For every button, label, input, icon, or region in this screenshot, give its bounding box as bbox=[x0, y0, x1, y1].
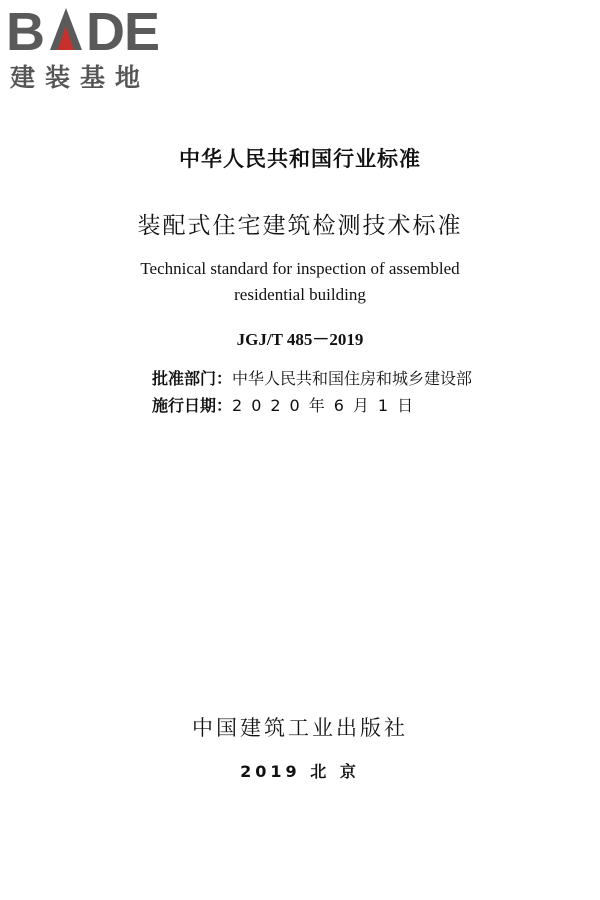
publication-year-city: 2019 北 京 bbox=[240, 762, 360, 781]
svg-text:B: B bbox=[6, 4, 44, 56]
effective-date-label: 施行日期： bbox=[152, 396, 233, 415]
approval-value: 中华人民共和国住房和城乡建设部 bbox=[232, 369, 473, 388]
title-chinese: 装配式住宅建筑检测技术标准 bbox=[137, 213, 463, 239]
bade-logo bbox=[6, 4, 176, 92]
publisher-name: 中国建筑工业出版社 bbox=[192, 716, 408, 740]
logo-subtitle: 建装基地 bbox=[10, 63, 151, 92]
approval-line bbox=[152, 366, 472, 389]
title-english-line-2: residential building bbox=[234, 285, 366, 304]
standard-code: JGJ/T 485－2019 bbox=[236, 330, 364, 349]
bade-wordmark-icon bbox=[6, 4, 176, 56]
effective-date-value: 2020年6月1日 bbox=[232, 396, 423, 415]
approval-label: 批准部门： bbox=[152, 369, 233, 388]
svg-text:DE: DE bbox=[86, 4, 160, 56]
industry-standard-heading: 中华人民共和国行业标准 bbox=[179, 147, 421, 171]
effective-date-line bbox=[152, 393, 422, 416]
title-english-line-1: Technical standard for inspection of assembled bbox=[140, 259, 460, 278]
title-english bbox=[0, 256, 600, 308]
